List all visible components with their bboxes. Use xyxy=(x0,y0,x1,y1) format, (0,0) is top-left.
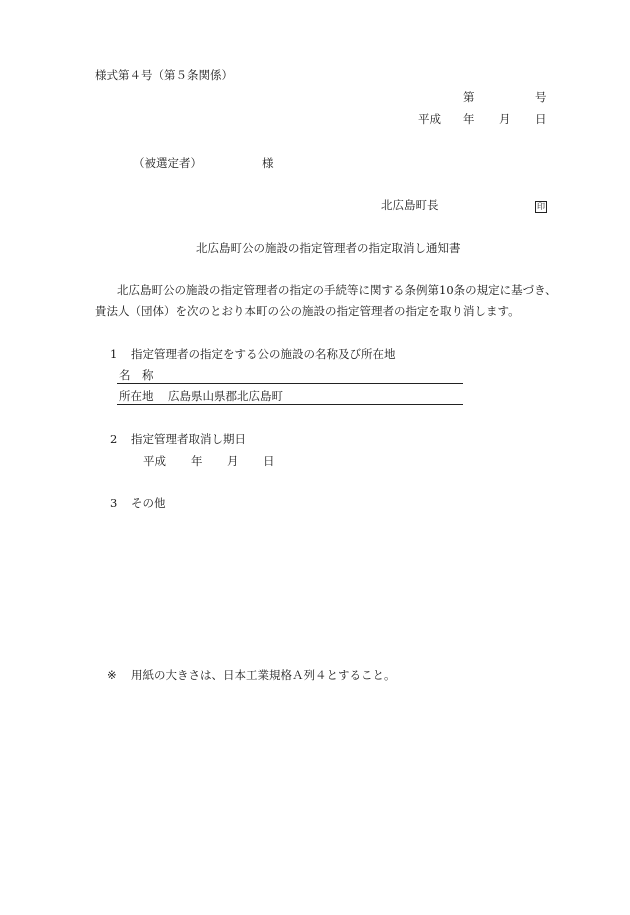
section-2-date-month: 月 xyxy=(227,454,239,468)
field-location-label: 所在地 xyxy=(119,389,154,403)
section-1-number: 1 xyxy=(110,347,118,361)
field-name-label: 名 称 xyxy=(119,368,154,382)
body-text: 北広島町公の施設の指定管理者の指定の手続等に関する条例第10条の規定に基づき、貴法人（団体）を次のとおり本町の公の施設の指定管理者の指定を取り消します。 xyxy=(95,283,557,318)
field-location-underline xyxy=(117,404,463,405)
section-2-date-era: 平成 xyxy=(143,454,166,468)
field-name-underline xyxy=(117,383,463,384)
date-month: 月 xyxy=(499,112,511,126)
footnote-mark: ※ xyxy=(107,668,117,682)
field-location-value: 広島県山県郡北広島町 xyxy=(168,389,283,403)
section-2-title: 指定管理者取消し期日 xyxy=(131,432,246,446)
doc-title: 北広島町公の施設の指定管理者の指定取消し通知書 xyxy=(196,241,461,255)
seal-mark: 印 xyxy=(537,202,545,211)
doc-number-suffix: 号 xyxy=(535,90,547,104)
sender-seal xyxy=(535,200,547,213)
recipient-honorific: 様 xyxy=(262,156,274,170)
sender-title: 北広島町長 xyxy=(381,198,439,212)
date-year: 年 xyxy=(463,112,475,126)
footnote-text: 用紙の大きさは、日本工業規格Ａ列４とすること。 xyxy=(131,668,396,682)
section-2-date-day: 日 xyxy=(263,454,275,468)
recipient-label: （被選定者） xyxy=(133,156,202,170)
section-1-title: 指定管理者の指定をする公の施設の名称及び所在地 xyxy=(131,347,396,361)
section-3-number: 3 xyxy=(110,496,118,510)
form-label: 様式第４号（第５条関係） xyxy=(95,68,233,82)
section-2-date-year: 年 xyxy=(191,454,203,468)
doc-number-prefix: 第 xyxy=(463,90,475,104)
section-3-title: その他 xyxy=(131,496,166,510)
date-day: 日 xyxy=(535,112,547,126)
date-era: 平成 xyxy=(418,112,441,126)
section-2-number: 2 xyxy=(110,432,118,446)
